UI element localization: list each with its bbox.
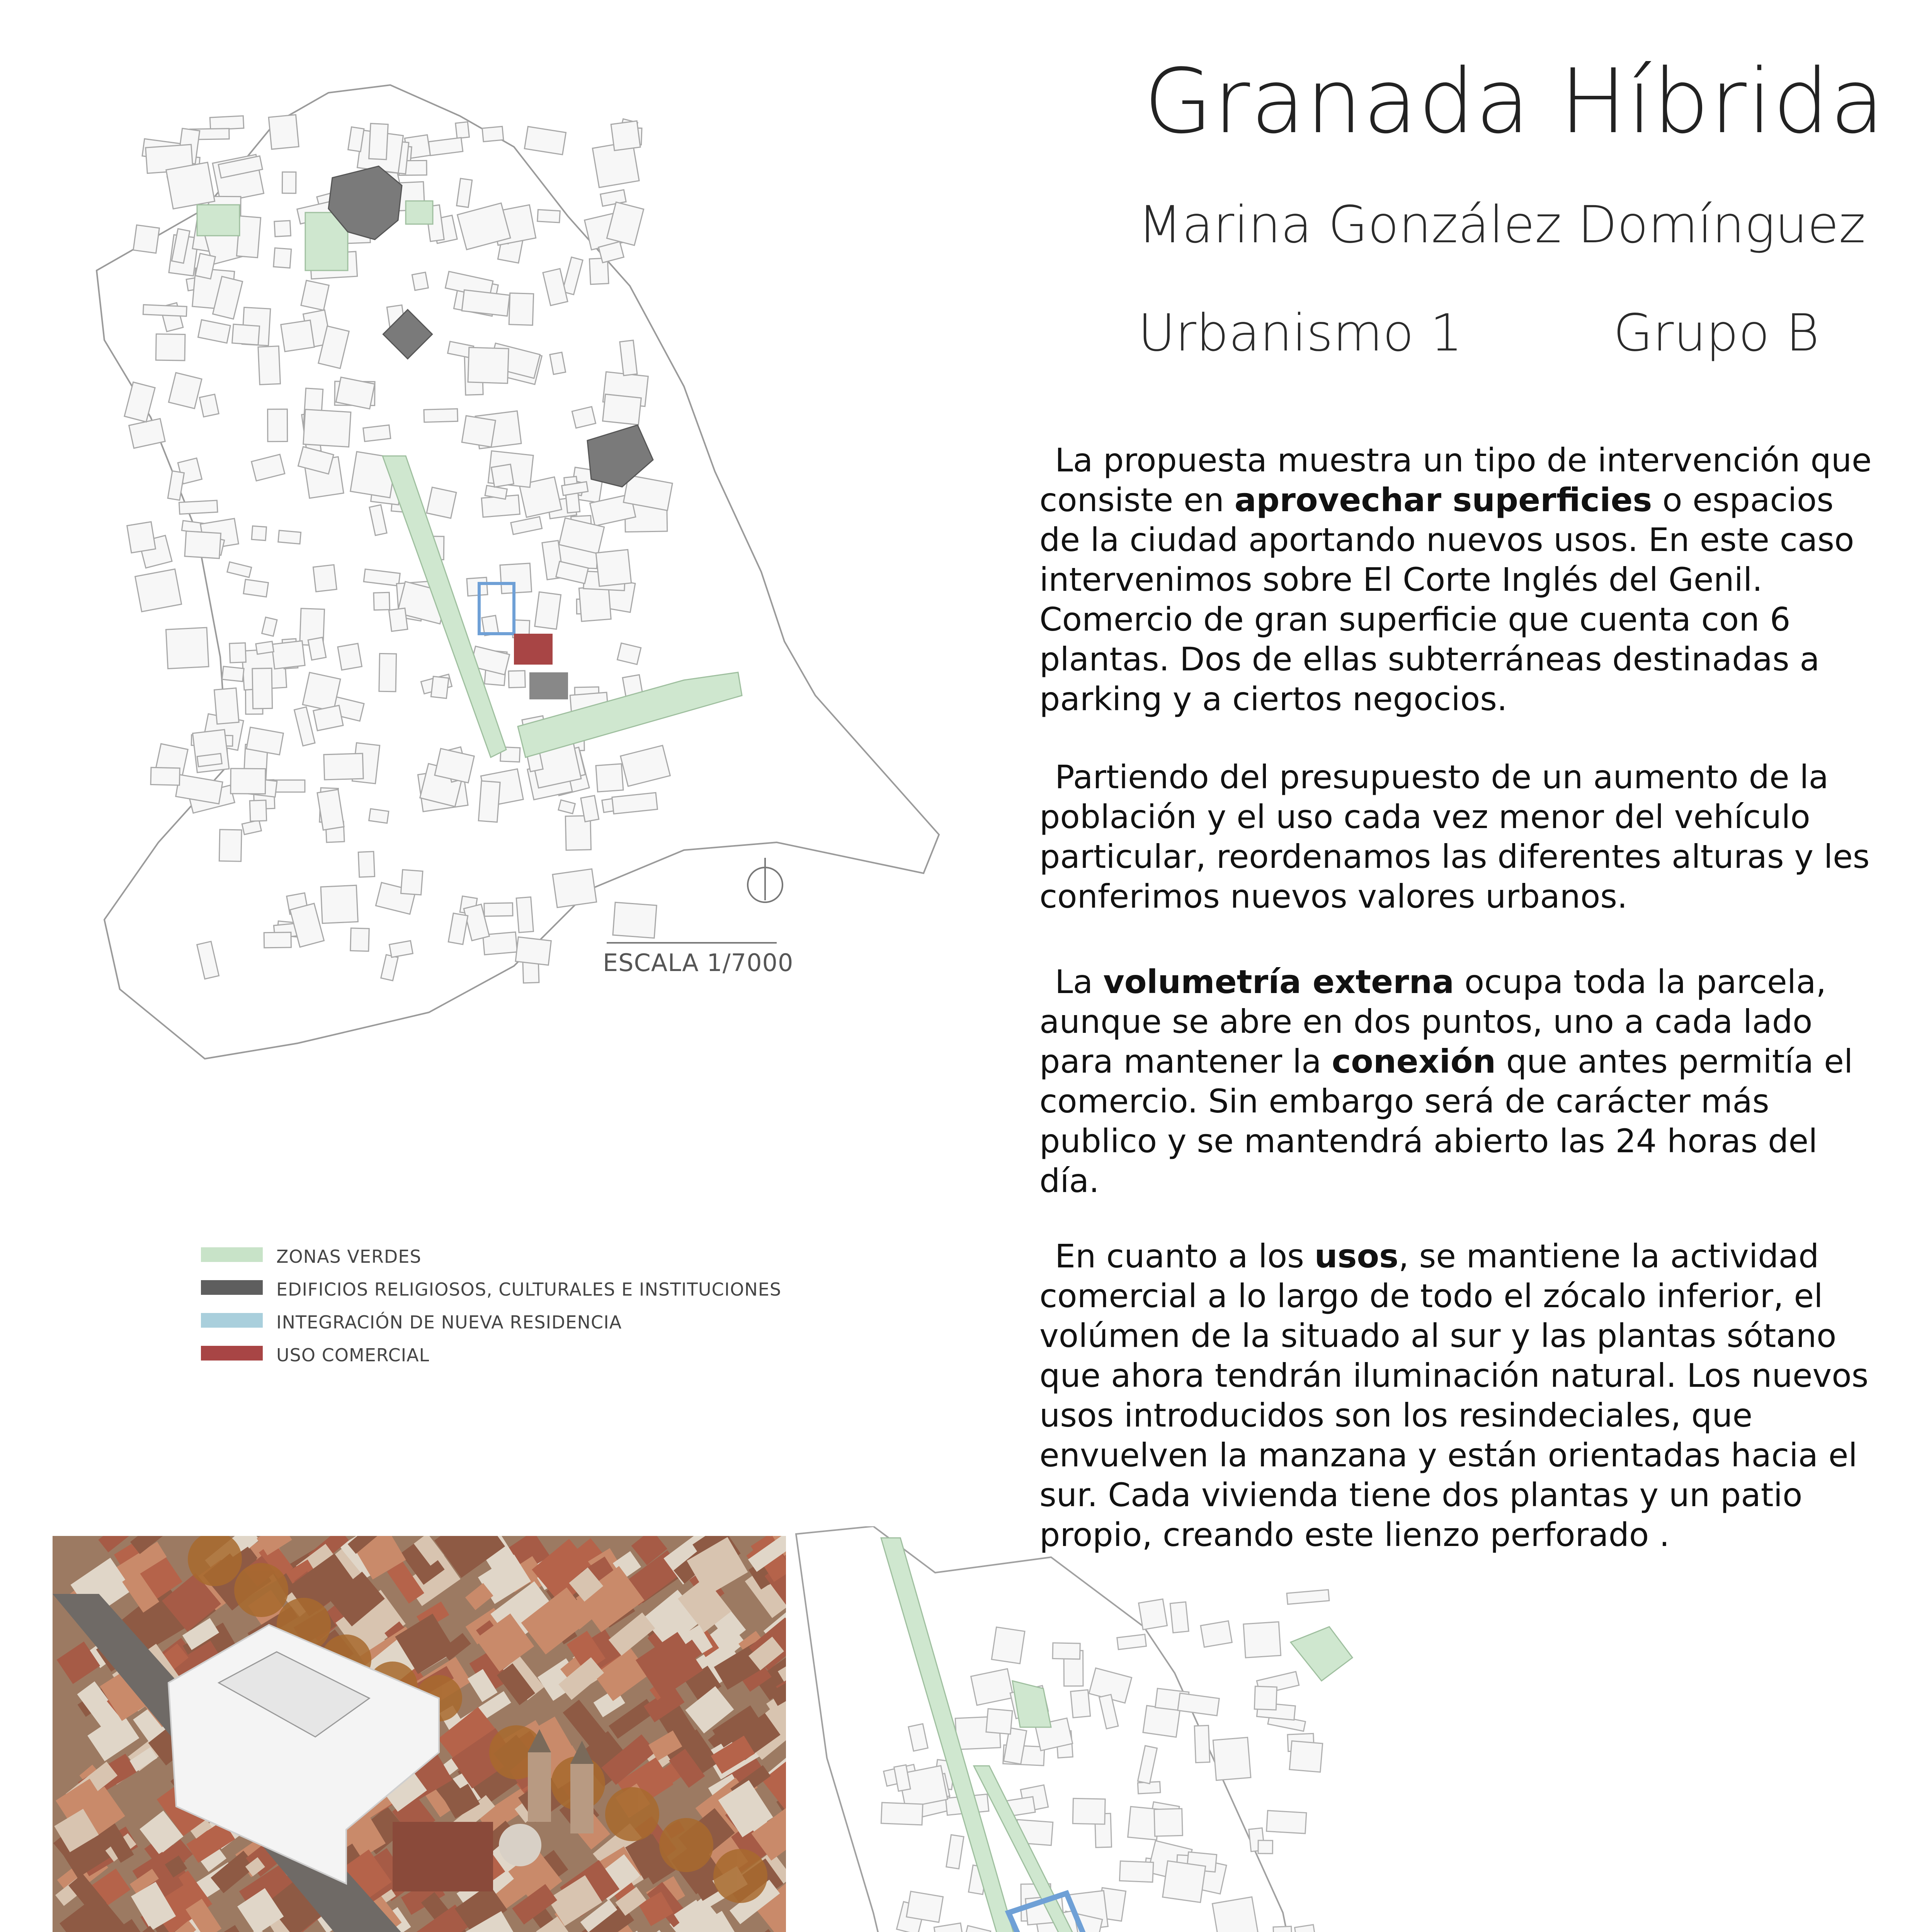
city-block [1289, 1741, 1323, 1772]
city-block [350, 928, 369, 951]
city-block [210, 116, 244, 130]
site-plan-blocks [871, 1590, 1343, 1932]
city-block [1254, 1686, 1277, 1710]
city-block [324, 753, 363, 780]
city-block [448, 913, 468, 944]
city-block [412, 272, 428, 291]
city-block [135, 569, 182, 612]
p4-text-a: En cuanto a los [1055, 1237, 1315, 1275]
city-block [308, 637, 326, 660]
legend-label-institutional: EDIFICIOS RELIGIOSOS, CULTURALES E INSTITUCIONES [276, 1279, 782, 1300]
city-block [1273, 1926, 1293, 1932]
city-block [986, 1709, 1012, 1734]
city-block [272, 641, 305, 669]
city-block [524, 126, 566, 155]
city-block [274, 248, 291, 268]
city-block [179, 500, 218, 514]
site-plan-map [773, 1526, 1893, 1932]
city-block [612, 793, 658, 814]
city-block [1138, 1746, 1157, 1784]
city-block [1201, 1621, 1232, 1647]
city-block [303, 410, 351, 447]
city-block [129, 418, 165, 448]
city-block [467, 577, 488, 596]
city-block [256, 641, 274, 654]
city-block [236, 216, 260, 258]
city-block [946, 1835, 964, 1869]
city-block [338, 643, 362, 670]
legend-label-green: ZONAS VERDES [276, 1246, 422, 1267]
city-block [1267, 1811, 1306, 1833]
p2-text: Partiendo del presupuesto de un aumento de la población y el uso cada vez menor del vehículo particular, reordenamos las diferentes alturas y les conferimos nuevos valores urbanos. [1039, 758, 1870, 915]
city-block [379, 653, 396, 691]
legend-label-commercial: USO COMERCIAL [276, 1345, 430, 1366]
city-block [364, 569, 400, 586]
city-block [550, 352, 566, 374]
legend-label-residential: INTEGRACIÓN DE NUEVA RESIDENCIA [276, 1312, 622, 1333]
city-block [1212, 1897, 1258, 1932]
legend-swatch-residential [201, 1313, 263, 1328]
p4-text-c: , se mantiene la actividad comercial a lo largo de todo el zócalo inferior, el volúmen de la situado al sur y las plantas sótano que ahora tendrán iluminación natural. Los nuevos usos introducidos son los resindeciales, que envuelven la manzana y están orientadas hacia el sur. Cada vivienda tiene dos plantas y un patio propio, creando este lienzo perforado . [1039, 1237, 1869, 1554]
city-block [303, 672, 340, 711]
city-block [390, 941, 413, 957]
city-block [515, 937, 551, 965]
city-block [301, 281, 329, 310]
p3-bold-1: volumetría externa [1103, 963, 1454, 1001]
city-block [363, 425, 391, 442]
city-block [231, 769, 265, 794]
city-block [1117, 1634, 1146, 1650]
city-block [166, 162, 215, 209]
city-block [401, 870, 423, 895]
group-name: Grupo B [1613, 303, 1820, 363]
city-block [491, 464, 514, 487]
city-block [579, 586, 611, 621]
city-block [1170, 1602, 1189, 1633]
city-block [457, 179, 472, 207]
city-block [281, 320, 315, 352]
city-block [199, 394, 219, 417]
city-block [1071, 1690, 1090, 1718]
city-block [168, 372, 202, 408]
city-block [374, 592, 390, 610]
city-block [620, 340, 637, 376]
city-block [462, 290, 510, 316]
city-block [348, 127, 364, 152]
institutional-small [529, 672, 568, 699]
aerial-photo [53, 1536, 786, 1932]
city-block [214, 688, 239, 724]
city-block [881, 1803, 923, 1825]
city-block [166, 628, 209, 669]
city-block [543, 269, 568, 305]
brick-building [393, 1822, 493, 1891]
city-block [313, 706, 343, 731]
p4-bold: usos [1314, 1237, 1399, 1275]
city-block [1194, 1725, 1210, 1762]
city-block [971, 1669, 1014, 1705]
church-tower-left [528, 1752, 551, 1822]
city-block [1053, 1643, 1080, 1659]
city-block [389, 608, 407, 631]
church-tower-right [570, 1764, 594, 1833]
city-block [222, 667, 244, 682]
city-block [298, 447, 334, 474]
city-block [535, 592, 561, 629]
city-block [456, 122, 469, 138]
paragraph-premise [1039, 757, 1882, 917]
city-block [1154, 1809, 1183, 1836]
p3-text-e: que antes permitía el comercio. Sin embargo será de carácter más publico y se mantendrá abierto las 24 horas del día. [1039, 1043, 1853, 1200]
city-block [156, 334, 185, 361]
city-block [1139, 1599, 1167, 1629]
paragraph-volume [1039, 962, 1882, 1201]
city-block [611, 121, 640, 151]
city-block [252, 668, 272, 709]
city-block [468, 347, 509, 383]
city-block [538, 210, 560, 223]
paragraph-intro [1039, 440, 1882, 719]
city-block [1178, 1693, 1220, 1716]
city-block [197, 941, 219, 979]
city-block [1243, 1622, 1281, 1658]
legend-swatch-institutional [201, 1280, 263, 1295]
city-block [185, 531, 221, 559]
scale-label: ESCALA 1/7000 [603, 949, 794, 977]
city-block [934, 1923, 965, 1932]
city-block [127, 522, 156, 553]
city-blocks [124, 115, 672, 983]
city-block [252, 526, 266, 540]
city-block [484, 903, 513, 917]
city-block [227, 562, 252, 577]
city-block [1287, 1590, 1329, 1604]
city-block [1073, 1798, 1105, 1824]
city-block [133, 225, 160, 253]
city-block [269, 115, 299, 149]
p3-text-c: ocupa toda la parcela, aunque se abre en dos puntos, uno a cada lado para mantener la [1039, 963, 1827, 1080]
p3-bold-2: conexión [1332, 1043, 1496, 1080]
city-block [607, 202, 643, 245]
city-block [317, 789, 344, 830]
church-dome [499, 1824, 541, 1866]
city-block [242, 820, 261, 835]
city-block [572, 406, 595, 428]
city-block [282, 172, 296, 193]
city-block [424, 409, 458, 422]
city-block [151, 767, 180, 785]
city-block [1258, 1840, 1273, 1854]
city-block [262, 617, 277, 636]
project-site-commercial [514, 634, 553, 665]
city-block [358, 852, 374, 877]
city-block [961, 1926, 990, 1932]
city-block [431, 676, 449, 698]
city-block [511, 517, 542, 534]
city-block [553, 869, 597, 908]
city-block [427, 487, 456, 518]
city-block [268, 409, 287, 442]
city-block [369, 123, 388, 159]
city-block [478, 781, 500, 822]
city-block [462, 416, 495, 447]
city-block [243, 579, 268, 597]
city-block [313, 565, 337, 592]
city-block [143, 305, 187, 316]
city-block [294, 707, 315, 746]
legend-swatch-commercial [201, 1346, 263, 1361]
city-block [264, 932, 291, 948]
p3-text-a: La [1055, 963, 1103, 1001]
p1-text-a: La propuesta muestra un tipo de intervención que consiste en [1039, 441, 1872, 519]
city-block [992, 1627, 1025, 1664]
city-block [558, 800, 575, 813]
author-name: Marina González Domínguez [1138, 195, 1866, 255]
urban-plan-map [81, 70, 962, 1105]
city-block [278, 531, 301, 544]
city-block [482, 126, 503, 141]
city-block [232, 324, 260, 345]
city-block [274, 221, 291, 236]
city-block [509, 671, 525, 688]
city-block [1163, 1861, 1206, 1903]
city-block [321, 885, 358, 923]
city-block [562, 257, 583, 294]
p1-text-c: o espacios de la ciudad aportando nuevos usos. En este caso intervenimos sobre El Corte Inglés del Genil. Comercio de gran superficie que cuenta con 6 plantas. Dos de ellas subterráneas destinadas a parking y a ciertos negocios. [1039, 481, 1854, 718]
paragraph-uses [1039, 1236, 1882, 1555]
city-block [1294, 1925, 1317, 1932]
course-name: Urbanismo 1 [1138, 303, 1463, 363]
city-block [596, 549, 631, 586]
city-block [1119, 1861, 1153, 1882]
page-title: Granada Híbrida [1144, 50, 1885, 153]
city-block [230, 643, 246, 663]
city-block [252, 454, 285, 481]
city-block [381, 955, 398, 981]
p1-bold: aprovechar superficies [1234, 481, 1652, 519]
city-block [198, 320, 231, 343]
city-block [621, 745, 670, 786]
city-block [369, 505, 387, 535]
city-block [250, 800, 267, 821]
city-block [369, 809, 389, 823]
city-block [1213, 1737, 1251, 1780]
city-block [219, 830, 242, 861]
city-block [908, 1724, 928, 1751]
city-block [617, 643, 641, 664]
city-block [500, 563, 532, 594]
city-block [603, 394, 641, 425]
city-block [258, 346, 281, 385]
city-block [907, 1891, 943, 1922]
city-block [613, 902, 657, 938]
city-block [509, 293, 534, 325]
city-block [596, 764, 623, 792]
city-block [429, 138, 463, 155]
legend-swatch-green [201, 1247, 263, 1262]
city-block [197, 753, 222, 767]
city-block [516, 897, 533, 932]
city-block [290, 903, 324, 947]
